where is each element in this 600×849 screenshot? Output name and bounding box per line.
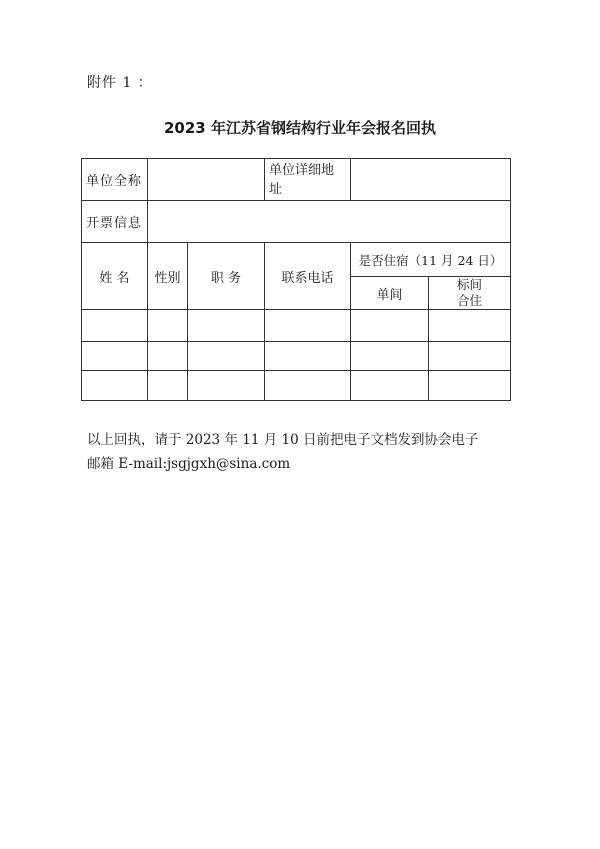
lodging-header: 是否住宿（11 月 24 日） [351, 243, 511, 277]
note-line-1: 以上回执，请于 2023 年 11 月 10 日前把电子文档发到协会电子 [87, 432, 479, 448]
table-row [82, 310, 511, 342]
standard-room-header: 标间合住 [429, 277, 511, 310]
single-room-header: 单间 [351, 277, 429, 310]
attendee-gender-cell[interactable] [148, 371, 188, 401]
attendee-position-cell[interactable] [188, 310, 265, 342]
note-line-2: 邮箱 E-mail:jsgjgxh@sina.com [87, 456, 291, 472]
gender-header: 性别 [148, 243, 188, 310]
attendee-standard-cell[interactable] [429, 310, 511, 342]
attendee-single-cell[interactable] [351, 371, 429, 401]
table-row [82, 371, 511, 401]
invoice-value-cell[interactable] [148, 201, 511, 243]
attendee-standard-cell[interactable] [429, 371, 511, 401]
unit-address-value-cell[interactable] [351, 159, 511, 201]
unit-name-value-cell[interactable] [148, 159, 265, 201]
attendee-gender-cell[interactable] [148, 342, 188, 371]
attendee-gender-cell[interactable] [148, 310, 188, 342]
submission-note [87, 428, 527, 476]
unit-row [82, 159, 511, 201]
unit-address-label: 单位详细地址 [265, 159, 351, 201]
attendee-phone-cell[interactable] [265, 310, 351, 342]
phone-header: 联系电话 [265, 243, 351, 310]
unit-name-label: 单位全称 [82, 159, 148, 201]
registration-form-table [81, 158, 511, 401]
attendee-name-cell[interactable] [82, 342, 148, 371]
annex-label: 附件 1 ： [87, 75, 153, 91]
attendee-position-cell[interactable] [188, 371, 265, 401]
position-header: 职 务 [188, 243, 265, 310]
attendee-name-cell[interactable] [82, 371, 148, 401]
attendee-phone-cell[interactable] [265, 342, 351, 371]
attendee-single-cell[interactable] [351, 310, 429, 342]
document-title: 2023 年江苏省钢结构行业年会报名回执 [164, 119, 436, 137]
attendee-position-cell[interactable] [188, 342, 265, 371]
attendee-single-cell[interactable] [351, 342, 429, 371]
table-row [82, 342, 511, 371]
invoice-row [82, 201, 511, 243]
header-row-1 [82, 243, 511, 277]
attendee-standard-cell[interactable] [429, 342, 511, 371]
attendee-phone-cell[interactable] [265, 371, 351, 401]
invoice-label: 开票信息 [82, 201, 148, 243]
name-header: 姓 名 [82, 243, 148, 310]
attendee-name-cell[interactable] [82, 310, 148, 342]
